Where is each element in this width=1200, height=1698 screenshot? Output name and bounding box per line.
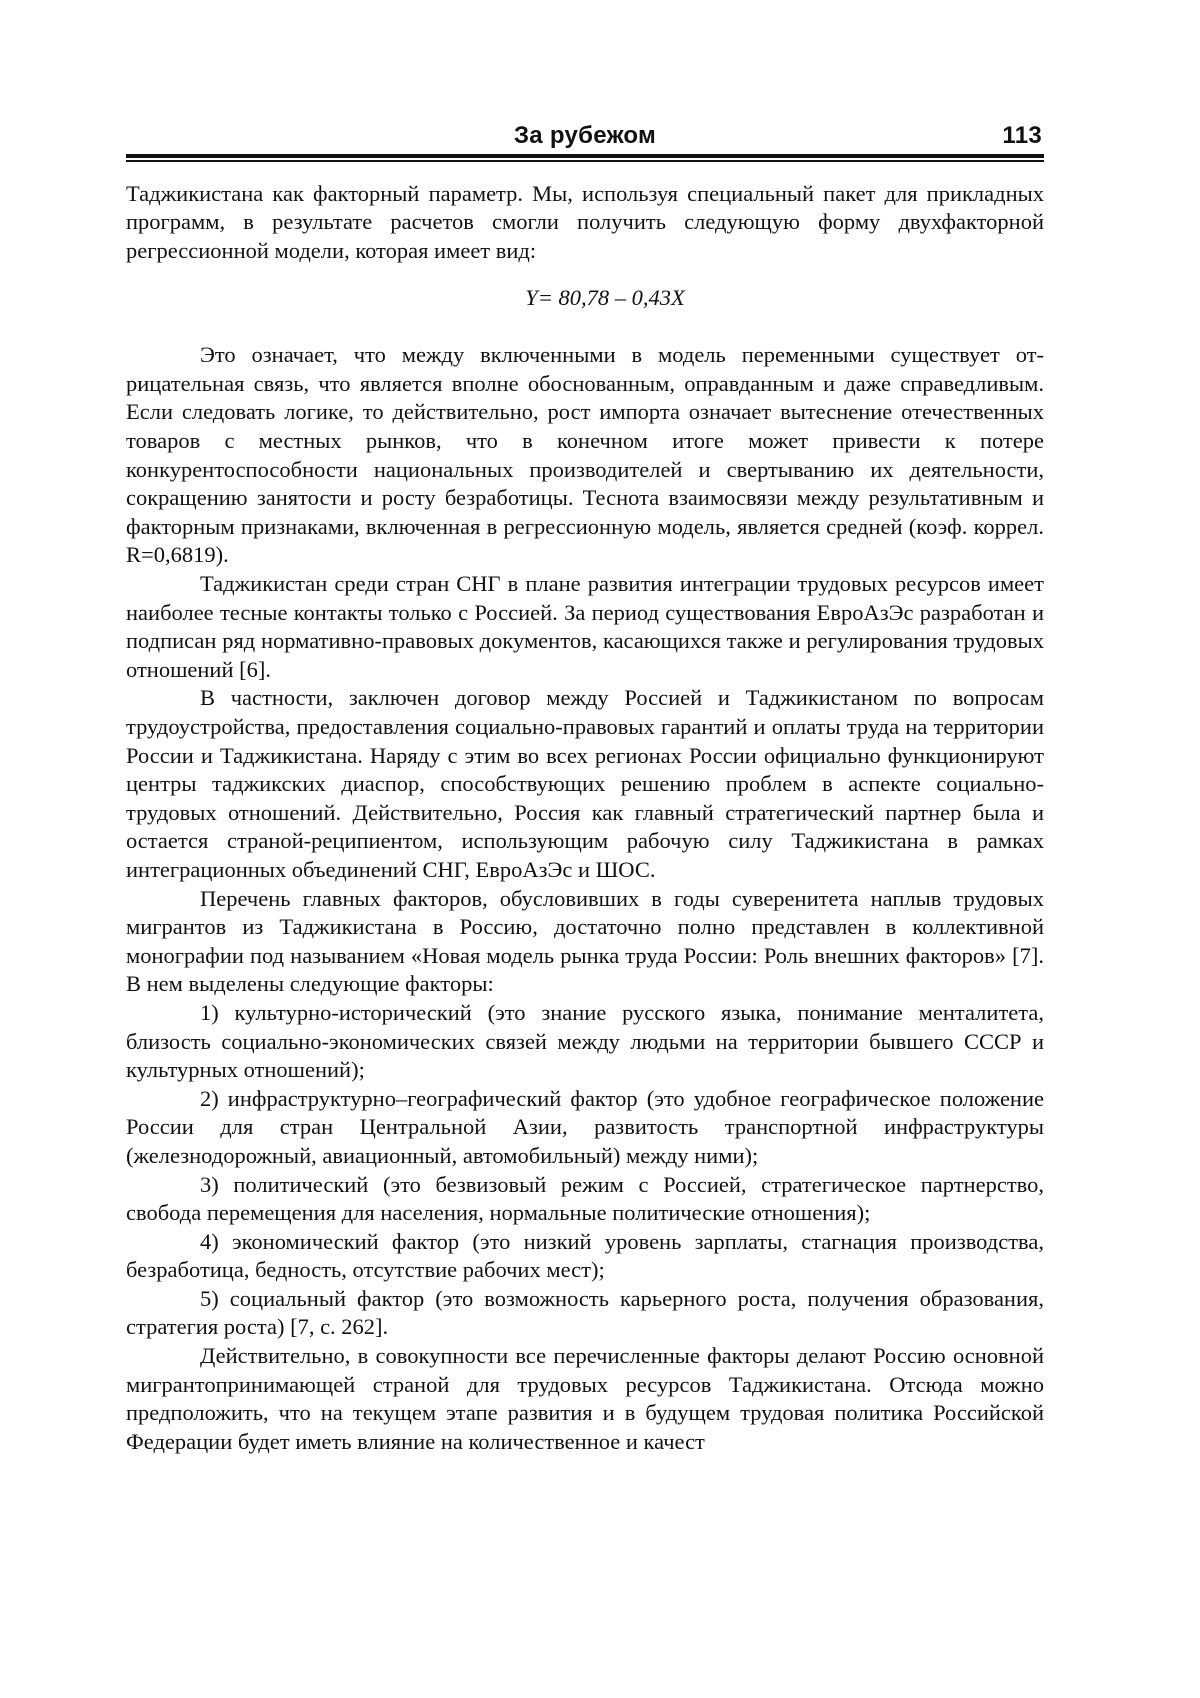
list-item-factor-5: 5) социальный фактор (это возможность карьерного роста, получения образования, стратегия роста) [7, с. 262].: [126, 1285, 1044, 1340]
list-item-factor-1: 1) культурно-исторический (это знание русского языка, понимание менталитета, близость социально-экономических связей между людьми на территории бывшего СССР и культурных отношений);: [126, 999, 1044, 1083]
paragraph: Перечень главных факторов, обусловивших в годы суверенитета наплыв трудовых мигрантов из Таджикистана в Россию, достаточно полно представлен в коллективной монографии под называнием «Новая модель рынка труда России: Роль внешних факторов» [7]. В нем выделены следующие факторы:: [126, 885, 1044, 997]
list-item-factor-3: 3) политический (это безвизовый режим с Россией, стратегическое партнерство, свобода перемещения для населения, нормальные политические отношения);: [126, 1171, 1044, 1226]
page-number: 113: [1002, 122, 1042, 149]
list-item-factor-4: 4) экономический фактор (это низкий уровень зарплаты, стагнация производства, безработица, бедность, отсутствие рабочих мест);: [126, 1228, 1044, 1283]
page: [126, 118, 1044, 1456]
paragraph: В частности, заключен договор между Россией и Таджикистаном по вопросам трудоустройства, предоставления социально-правовых гарантий и оплаты труда на территории России и Таджикистана. Наряду с этим во всех регионах России официально функционируют центры таджикских диаспор, способствующих решению проблем в аспекте социально-трудовых отношений. Действительно, Россия как главный стратегический партнер была и остается страной-реципиентом, использующим рабочую силу Таджикистана в рамках интеграционных объединений СНГ, ЕвроАзЭс и ШОС.: [126, 685, 1044, 882]
article-body: [126, 180, 1044, 1457]
regression-formula: Y= 80,78 – 0,43X: [525, 285, 685, 311]
section-title: За рубежом: [513, 122, 657, 149]
header-rule-thick: [126, 154, 1044, 158]
paragraph-last: Действительно, в совокупности все перечисленные факторы делают Россию основной мигрантопринимающей страной для трудовых ресурсов Таджикистана. Отсюда можно предположить, что на текущем этапе развития и в будущем трудовая политика Российской Федерации будет иметь влияние на количественное и качест: [126, 1343, 1044, 1454]
paragraph-continued: Таджикистана как факторный параметр. Мы, используя специальный пакет для прикладных программ, в результате расчетов смогли получить следующую форму двухфакторной регрессионной модели, которая имеет вид:: [126, 180, 1044, 263]
running-header: [126, 118, 1044, 154]
paragraph: Таджикистан среди стран СНГ в плане развития интеграции трудовых ресурсов имеет наиболее тесные контакты только с Россией. За период существования ЕвроАзЭс разработан и подписан ряд нормативно-правовых документов, касающихся также и регулирования трудовых отношений [6].: [126, 571, 1044, 682]
paragraph: Это означает, что между включенными в модель переменными существует отрицательная связь, что является вполне обоснованным, оправданным и даже справедливым. Если следовать логике, то действительно, рост импорта означает вытеснение отечественных товаров с местных рынков, что в конечном итоге может привести к потере конкурентоспособности национальных производителей и свертыванию их деятельности, сокращению занятости и росту безработицы. Теснота взаимосвязи между результативным и факторным признаками, включенная в регрессионную модель, является средней (коэф. коррел. R=0,6819).: [126, 342, 1044, 568]
list-item-factor-2: 2) инфраструктурно–географический фактор (это удобное географическое положение России для стран Центральной Азии, развитость транспортной инфраструктуры (железнодорожный, авиационный, автомобильный) между ними);: [126, 1085, 1044, 1168]
header-rule-thin: [126, 160, 1044, 162]
